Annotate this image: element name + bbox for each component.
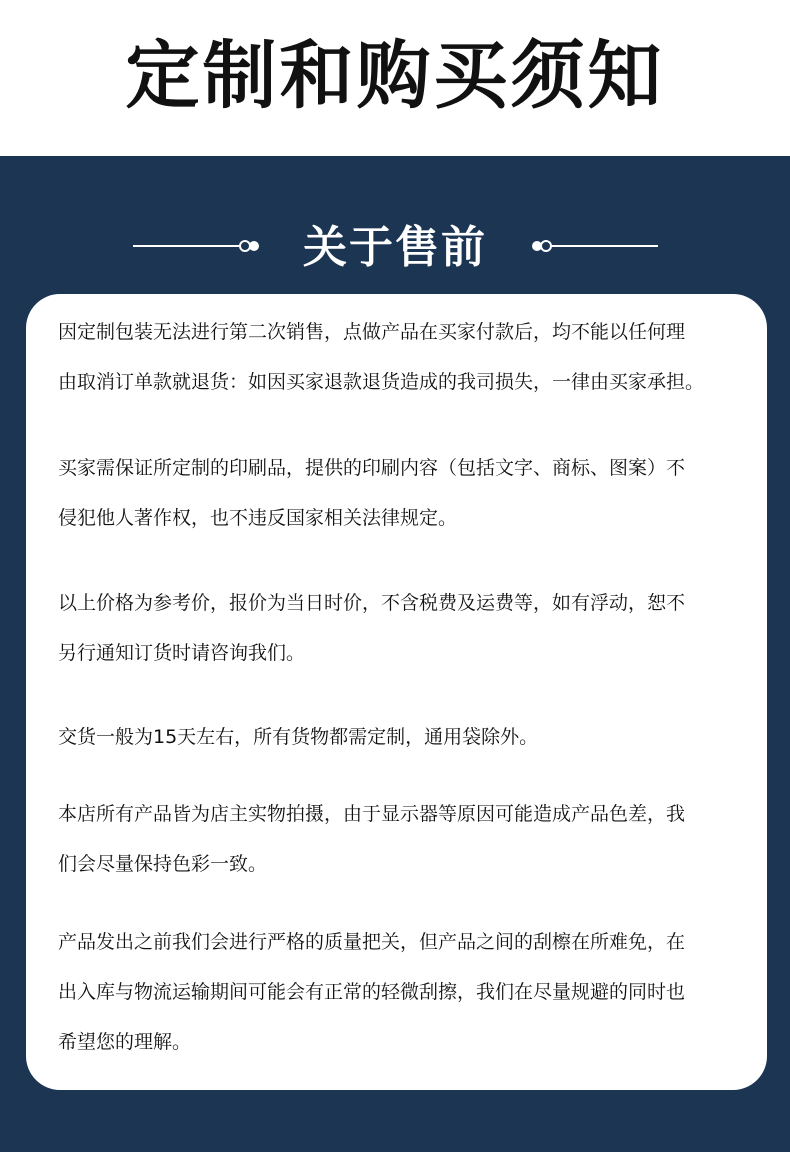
notice-line: 出入库与物流运输期间可能会有正常的轻微刮擦，我们在尽量规避的同时也 (58, 981, 686, 1003)
notice-line: 另行通知订货时请咨询我们。 (58, 642, 306, 664)
notice-paragraph-1 (58, 307, 748, 407)
notice-line: 买家需保证所定制的印刷品，提供的印刷内容（包括文字、商标、图案）不 (58, 457, 686, 479)
notice-line: 本店所有产品皆为店主实物拍摄，由于显示器等原因可能造成产品色差，我 (58, 803, 686, 825)
notice-line: 因定制包装无法进行第二次销售，点做产品在买家付款后，均不能以任何理 (58, 321, 686, 343)
section-header (0, 218, 790, 278)
notice-line: 侵犯他人著作权，也不违反国家相关法律规定。 (58, 507, 458, 529)
page-title: 定制和购买须知 (125, 33, 665, 119)
notice-line: 希望您的理解。 (58, 1031, 192, 1053)
notice-paragraph-2 (58, 443, 748, 543)
notice-line: 交货一般为15天左右，所有货物都需定制，通用袋除外。 (58, 726, 539, 748)
notice-paragraph-4 (58, 712, 748, 762)
page-header (0, 0, 790, 156)
right-line-dots-decoration (530, 238, 658, 254)
notice-paragraph-3 (58, 578, 748, 678)
notice-line: 由取消订单款就退货：如因买家退款退货造成的我司损失，一律由买家承担。 (58, 371, 705, 393)
notice-line: 们会尽量保持色彩一致。 (58, 853, 268, 875)
notice-panel (0, 156, 790, 1152)
notice-line: 产品发出之前我们会进行严格的质量把关，但产品之间的刮檫在所难免，在 (58, 931, 686, 953)
notice-paragraph-6 (58, 917, 748, 1067)
notice-line: 以上价格为参考价，报价为当日时价，不含税费及运费等，如有浮动，恕不 (58, 592, 686, 614)
section-title: 关于售前 (303, 222, 487, 273)
notice-card (26, 294, 767, 1090)
notice-paragraph-5 (58, 789, 748, 889)
